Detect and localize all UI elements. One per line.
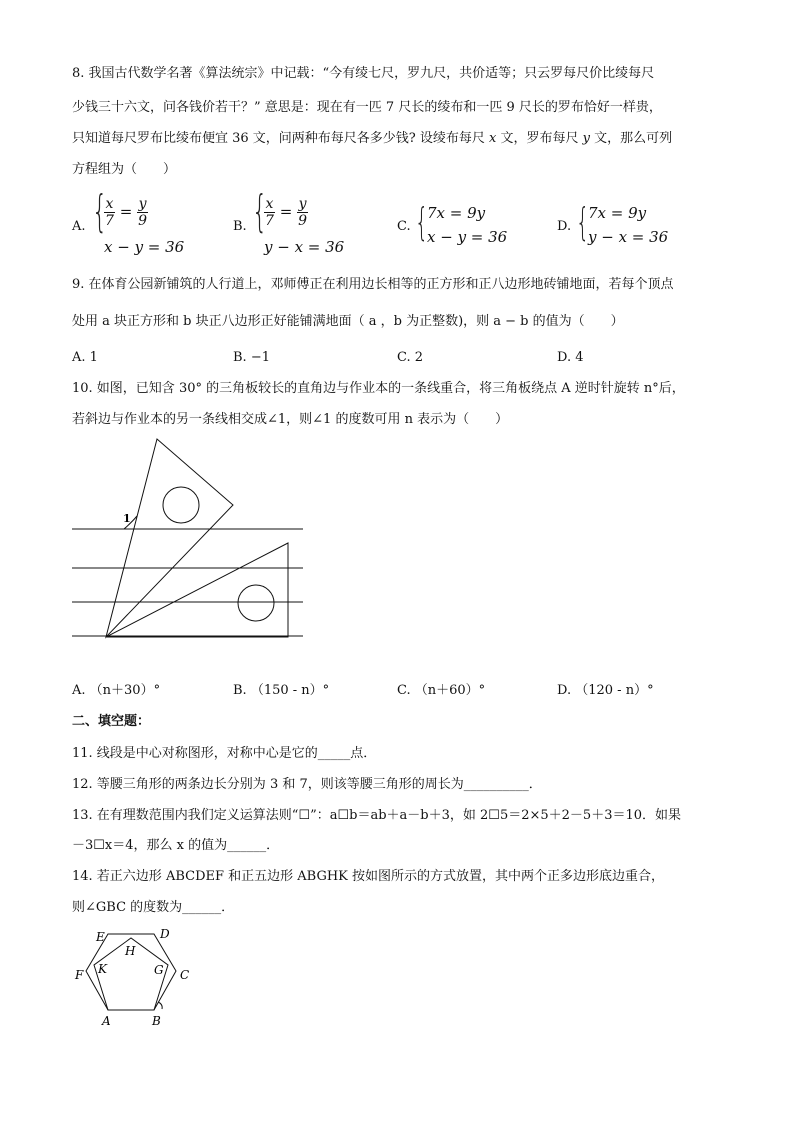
label-g: G — [154, 963, 164, 977]
label-d: D — [160, 927, 170, 941]
q11-line: 11. 线段是中心对称图形，对称中心是它的_____点． — [72, 746, 377, 761]
q8-option-d-label: D. — [557, 219, 572, 234]
angle-1-label: 1 — [123, 512, 131, 525]
q10-option-b: B. （150 - n）° — [233, 683, 330, 698]
label-b: B — [152, 1014, 161, 1028]
q14-figure — [70, 924, 200, 1029]
q8-line4: 方程组为（ ） — [72, 162, 177, 177]
rotated-triangle-hole — [163, 487, 199, 523]
q12-line: 12. 等腰三角形的两条边长分别为 3 和 7，则该等腰三角形的周长为__________． — [72, 777, 542, 792]
q13-line2: －3☐x＝4，那么 x 的值为______． — [72, 838, 280, 853]
q8-option-a-label: A. — [72, 219, 86, 234]
q10-line1: 10. 如图，已知含 30° 的三角板较长的直角边与作业本的一条线重合，将三角板绕点 A 逆时针旋转 n°后， — [72, 381, 685, 396]
q10-option-d: D. （120 - n）° — [557, 683, 654, 698]
label-k: K — [98, 962, 107, 976]
q8-option-b-eq1: $\frac{x}{7}$ = $\frac{y}{9}$ — [265, 196, 307, 229]
q10-figure — [60, 430, 320, 670]
q10-line2: 若斜边与作业本的另一条线相交成∠1，则∠1 的度数可用 n 表示为（ ） — [72, 412, 509, 427]
label-c: C — [180, 968, 190, 982]
q8-option-d-eq2: y − x = 36 — [588, 228, 669, 246]
q8-option-c-label: C. — [397, 219, 411, 234]
q9-option-c: C. 2 — [397, 350, 424, 365]
q8-option-c-eq2: x − y = 36 — [427, 228, 508, 246]
brace-icon: { — [576, 200, 590, 244]
q8-option-a-eq1: $\frac{x}{7}$ = $\frac{y}{9}$ — [105, 196, 147, 229]
angle-gbc-arc — [158, 1002, 162, 1009]
q8-option-b-label: B. — [233, 219, 247, 234]
q10-option-a: A. （n＋30）° — [72, 683, 161, 698]
brace-icon: { — [415, 200, 429, 244]
q14-line2: 则∠GBC 的度数为______． — [72, 900, 235, 915]
brace-icon: { — [252, 186, 268, 237]
q8-line2: 少钱三十六文，问各钱价若干？” 意思是：现在有一匹 7 尺长的绫布和一匹 9 尺长的罗布恰好一样贵， — [72, 100, 662, 115]
section-fill-in-blank-title: 二、填空题： — [72, 714, 151, 729]
q9-line1: 9. 在体育公园新铺筑的人行道上，邓师傅正在利用边长相等的正方形和正八边形地砖铺地面，若每个顶点 — [72, 277, 674, 292]
original-triangle-hole — [238, 585, 274, 621]
label-a: A — [102, 1014, 111, 1028]
brace-icon: { — [92, 186, 108, 237]
q9-option-a: A. 1 — [72, 350, 98, 365]
q8-line3: 只知道每尺罗布比绫布便宜 36 文，问两种布每尺各多少钱? 设绫布每尺 x 文，罗布每尺 y 文，那么可列 — [72, 131, 673, 146]
q13-line1: 13. 在有理数范围内我们定义运算法则“☐”：a☐b＝ab＋a－b＋3，如 2☐5＝2×5＋2－5＋3＝10．如果 — [72, 808, 682, 823]
q8-option-b-system — [252, 186, 345, 258]
label-e: E — [96, 930, 105, 944]
label-h: H — [125, 944, 136, 958]
q9-option-b: B. −1 — [233, 350, 270, 365]
rotated-triangle — [106, 439, 233, 637]
q8-option-c-system — [415, 200, 515, 248]
q8-option-a-system — [92, 186, 185, 258]
original-triangle — [106, 543, 288, 637]
q9-option-d: D. 4 — [557, 350, 584, 365]
q9-line2: 处用 a 块正方形和 b 块正八边形正好能铺满地面（ a ，b 为正整数)，则 a − b 的值为（ ） — [72, 314, 624, 329]
q10-option-c: C. （n＋60）° — [397, 683, 486, 698]
q8-option-d-system — [576, 200, 676, 248]
q8-line1: 8. 我国古代数学名著《算法统宗》中记载：“今有绫七尺，罗九尺，共价适等；只云罗每尺价比绫每尺 — [72, 66, 655, 81]
label-f: F — [75, 968, 84, 982]
q14-line1: 14. 若正六边形 ABCDEF 和正五边形 ABGHK 按如图所示的方式放置，其中两个正多边形底边重合， — [72, 869, 665, 884]
q8-option-b-eq2: y − x = 36 — [264, 238, 345, 256]
q8-option-d-eq1: 7x = 9y — [588, 204, 647, 222]
q8-option-c-eq1: 7x = 9y — [427, 204, 486, 222]
q8-option-a-eq2: x − y = 36 — [104, 238, 185, 256]
